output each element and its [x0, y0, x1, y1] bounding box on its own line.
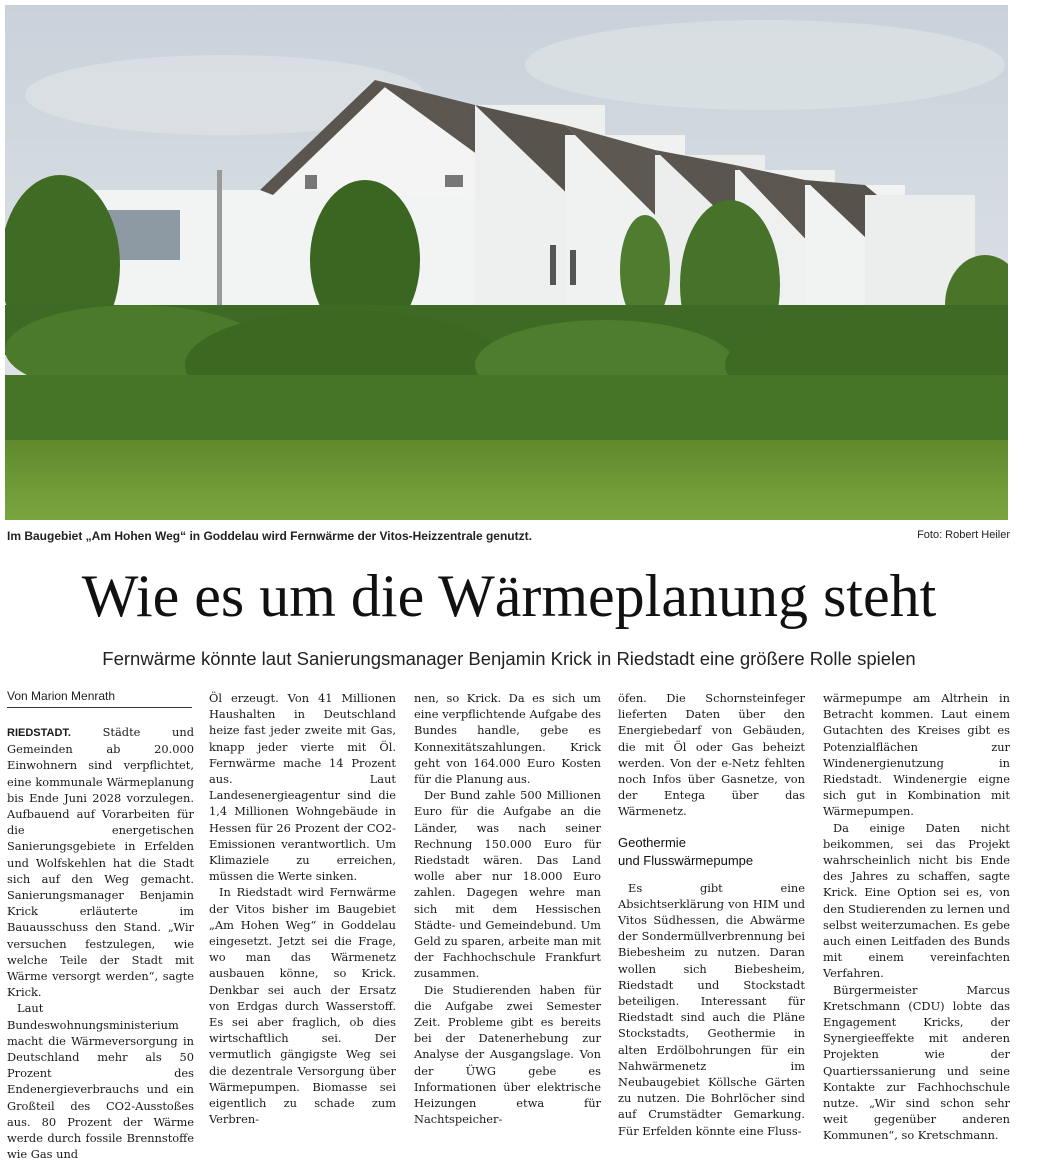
caption-text: Im Baugebiet „Am Hohen Weg“ in Goddelau wird Fernwärme der Vitos-Heizzentrale genutzt.: [7, 529, 532, 543]
paragraph: Der Bund zahle 500 Millionen Euro für die Aufgabe an die Länder, was nach seiner Rechnung 150.000 Euro für Riedstadt wären. Das Land wolle aber nur 18.000 Euro zahlen. Dagegen wehre man sich mit dem Hessischen Städte- und Gemeindebund. Um Geld zu sparen, arbeite man mit der Fachhochschule Frankfurt zusammen.: [414, 788, 601, 981]
article-photo: [5, 5, 1008, 520]
article-column-3: [414, 690, 601, 1127]
photo-credit: Foto: Robert Heiler: [917, 529, 1010, 541]
paragraph: Es gibt eine Absichtserklärung von HIM und Vitos Südhessen, die Abwärme der Sondermüllverbrennung bei Biebesheim zu nutzen. Daran wollen sich Biebesheim, Riedstadt und Stockstadt beteiligen. Interessant für Riedstadt sind auch die Pläne Stockstadts, Geothermie in alten Erdölbohrungen für ein Nahwärmenetz im Neubaugebiet Köllsche Gärten zu nutzen. Die Bohrlöcher sind auf Crumstädter Gemarkung. Für Erfelden könnte eine Fluss-: [618, 880, 805, 1138]
byline: Von Marion Menrath: [7, 689, 192, 708]
section-heading-line-2: und Flusswärmepumpe: [618, 852, 754, 868]
paragraph: Öl erzeugt. Von 41 Millionen Haushalten in Deutschland heize fast jeder zweite mit Gas, knapp jeder vierte mit Öl. Fernwärme mache 14 Prozent aus. Laut Landesenergieagentur sind die 1,4 Millionen Wohngebäude in Hessen für 26 Prozent der CO2-Emissionen verantwortlich. Um Klimaziele zu erreichen, müssen die Werte sinken.: [209, 691, 396, 884]
paragraph: wärmepumpe am Altrhein in Betracht kommen. Laut einem Gutachten des Kreises gibt es Potenzialflächen zur Windenergienutzung in Riedstadt. Windenergie eigne sich gut in Kombination mit Wärmepumpen.: [823, 691, 1010, 819]
paragraph: Bürgermeister Marcus Kretschmann (CDU) lobte das Engagement Kricks, der Synergieeffekte mit anderen Projekten wie der Quartierssanierung und seine Kontakte zur Fachhochschule nutze. „Wir sind schon sehr weit gegenüber anderen Kommunen“, so Kretschmann.: [823, 982, 1010, 1143]
article-column-4: [618, 690, 805, 1139]
article-column-1: [7, 724, 194, 1162]
paragraph: Laut Bundeswohnungsministerium macht die Wärmeversorgung in Deutschland mehr als 50 Prozent des Endenergieverbrauchs und ein Großteil des CO2-Ausstoßes aus. 80 Prozent der Wärme werde durch fossile Brennstoffe wie Gas und: [7, 1001, 194, 1162]
paragraph: öfen. Die Schornsteinfeger lieferten Daten über den Energiebedarf von Gebäuden, die mit Öl oder Gas beheizt werden. Von der e-Netz fehlten noch Infos über Gasnetze, von der Entega über das Wärmenetz.: [618, 691, 805, 819]
article-column-2: [209, 690, 396, 1127]
section-heading-line-1: Geothermie: [618, 834, 686, 850]
paragraph: Da einige Daten nicht beikommen, sei das Projekt wahrscheinlich nicht bis Ende des Jahres zu schaffen, sagte Krick. Eine Option sei es, von den Studierenden zu lernen und selbst weiterzumachen. Es gebe auch einen Leitfaden des Bunds mit einem vereinfachten Verfahren.: [823, 820, 1010, 981]
paragraph: In Riedstadt wird Fernwärme der Vitos bisher im Baugebiet „Am Hohen Weg“ in Goddelau eingesetzt. Jetzt sei die Frage, wo man das Wärmenetz ausbauen könne, so Krick. Denkbar sei auch der Ersatz von Erdgas durch Wasserstoff. Es sei aber fraglich, ob dies wirtschaftlich sei. Der vermutlich gängigste Weg sei die dezentrale Versorgung über Wärmepumpen. Biomasse sei eigentlich zu schade zum Verbren-: [209, 885, 396, 1127]
paragraph: Die Studierenden haben für die Aufgabe zwei Semester Zeit. Probleme gibt es bereits bei der Datenerhebung zur Analyse der Ausgangslage. Von der ÜWG gebe es Informationen über elektrische Heizungen etwa für Nachtspeicher-: [414, 982, 601, 1127]
article-column-5: [823, 690, 1010, 1144]
paragraph: [7, 724, 194, 1000]
photo-caption: [7, 527, 1010, 547]
dateline: RIEDSTADT.: [7, 727, 71, 739]
subheadline: Fernwärme könnte laut Sanierungsmanager Benjamin Krick in Riedstadt eine größere Rolle spielen: [102, 648, 916, 669]
section-heading: [618, 834, 805, 870]
headline: Wie es um die Wärmeplanung steht: [81, 563, 937, 629]
paragraph: nen, so Krick. Da es sich um eine verpflichtende Aufgabe des Bundes handle, gebe es Konnexitätszahlungen. Krick geht von 164.000 Euro Kosten für die Planung aus.: [414, 691, 601, 787]
paragraph-text: Städte und Gemeinden ab 20.000 Einwohnern sind verpflichtet, eine kommunale Wärmeplanung bis Ende Juni 2028 vorzulegen. Aufbauend auf Vorarbeiten für die energetischen Sanierungsgebiete in Erfelden und Wolfskehlen hat die Stadt sich auf den Weg gemacht. Sanierungsmanager Benjamin Krick erläuterte im Bauausschuss den Stand. „Wir versuchen festzulegen, wie welche Teile der Stadt mit Wärme versorgt werden“, sagte Krick.: [7, 725, 194, 1000]
photo-houses-field-icon: [5, 5, 1008, 520]
